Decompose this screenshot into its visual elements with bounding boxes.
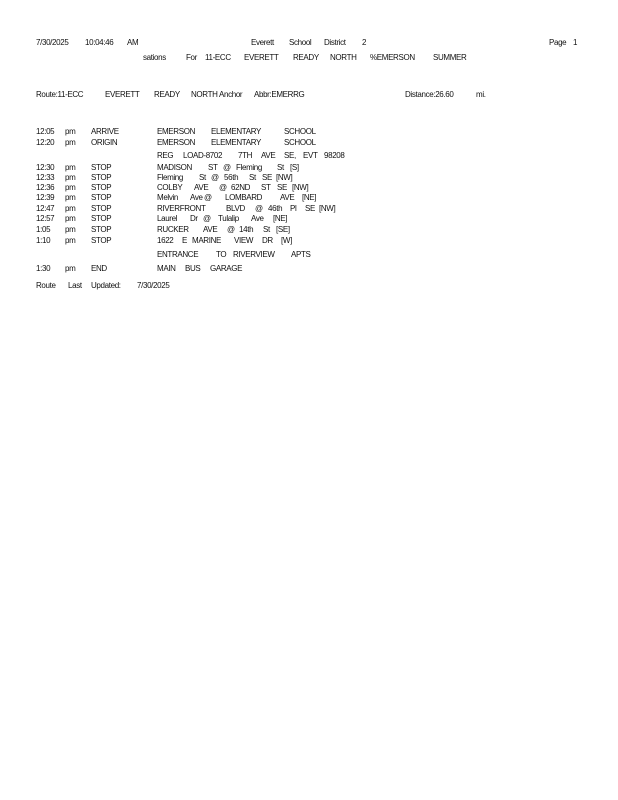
stop-location-word: 1622 bbox=[157, 236, 174, 245]
stop-location-word: Melvin bbox=[157, 193, 179, 202]
stop-location-word: [NE] bbox=[273, 214, 288, 223]
stop-time: 12:36 bbox=[36, 183, 55, 192]
subheader-word: %EMERSON bbox=[370, 53, 415, 62]
stop-location-word: TO bbox=[216, 250, 227, 259]
stop-location-word: LOMBARD bbox=[225, 193, 263, 202]
subheader-word: sations bbox=[143, 53, 166, 62]
page-label: Page bbox=[549, 38, 567, 47]
footer-date: 7/30/2025 bbox=[137, 281, 170, 290]
stop-location-word: @ bbox=[255, 204, 263, 213]
stop-time: 1:05 bbox=[36, 225, 51, 234]
stop-location-word: Pl bbox=[290, 204, 297, 213]
footer-word: Last bbox=[68, 281, 82, 290]
stop-location-word: [W] bbox=[281, 236, 292, 245]
stop-location-word: REG bbox=[157, 151, 174, 160]
stop-location-word: 56th bbox=[224, 173, 239, 182]
stop-time: 12:05 bbox=[36, 127, 55, 136]
stop-location-word: SE bbox=[277, 183, 287, 192]
stop-location-word: Ave bbox=[251, 214, 264, 223]
stop-type: END bbox=[91, 264, 107, 273]
stop-ampm: pm bbox=[65, 214, 76, 223]
stop-location-word: AVE bbox=[280, 193, 295, 202]
stop-type: STOP bbox=[91, 183, 112, 192]
stop-ampm: pm bbox=[65, 173, 76, 182]
page-number: 1 bbox=[573, 38, 578, 47]
stop-time: 12:47 bbox=[36, 204, 55, 213]
stop-location-word: Tulalip bbox=[218, 214, 239, 223]
stop-ampm: pm bbox=[65, 193, 76, 202]
stop-type: STOP bbox=[91, 163, 112, 172]
stop-ampm: pm bbox=[65, 138, 76, 147]
subheader-word: EVERETT bbox=[244, 53, 279, 62]
stop-type: STOP bbox=[91, 236, 112, 245]
stop-time: 12:57 bbox=[36, 214, 55, 223]
report-time: 10:04:46 bbox=[85, 38, 114, 47]
route-word: READY bbox=[154, 90, 180, 99]
stop-location-word: 62ND bbox=[231, 183, 251, 192]
stop-location-word: AVE bbox=[203, 225, 218, 234]
org-word: 2 bbox=[362, 38, 367, 47]
stop-location-word: SE bbox=[305, 204, 315, 213]
stop-type: ORIGIN bbox=[91, 138, 118, 147]
stop-location-word: MADISON bbox=[157, 163, 192, 172]
stop-location-word: 7TH bbox=[238, 151, 253, 160]
stop-location-word: SE bbox=[262, 173, 272, 182]
route-word: EVERETT bbox=[105, 90, 140, 99]
stop-location-word: Fleming bbox=[157, 173, 184, 182]
stop-location-word: EMERSON bbox=[157, 138, 195, 147]
footer-word: Route bbox=[36, 281, 56, 290]
stop-ampm: pm bbox=[65, 264, 76, 273]
stop-location-word: @ bbox=[211, 173, 219, 182]
stop-location-word: E bbox=[182, 236, 187, 245]
stop-location-word: 46th bbox=[268, 204, 283, 213]
stop-location-word: @ bbox=[219, 183, 227, 192]
stop-location-word: Fleming bbox=[236, 163, 263, 172]
stop-location-word: Laurel bbox=[157, 214, 178, 223]
stop-type: ARRIVE bbox=[91, 127, 119, 136]
footer-word: Updated: bbox=[91, 281, 121, 290]
stop-location-word: AVE bbox=[261, 151, 276, 160]
stop-time: 1:10 bbox=[36, 236, 51, 245]
stop-location-word: SCHOOL bbox=[284, 138, 316, 147]
stop-time: 12:20 bbox=[36, 138, 55, 147]
stop-location-word: ELEMENTARY bbox=[211, 127, 261, 136]
stop-location-word: BUS bbox=[185, 264, 201, 273]
org-word: Everett bbox=[251, 38, 274, 47]
stop-ampm: pm bbox=[65, 225, 76, 234]
stop-location-word: EMERSON bbox=[157, 127, 195, 136]
stop-time: 12:30 bbox=[36, 163, 55, 172]
stop-location-word: @ bbox=[227, 225, 235, 234]
stop-location-word: MARINE bbox=[192, 236, 222, 245]
stop-ampm: pm bbox=[65, 163, 76, 172]
stop-location-word: VIEW bbox=[234, 236, 254, 245]
stop-location-word: LOAD-8702 bbox=[183, 151, 223, 160]
stop-type: STOP bbox=[91, 204, 112, 213]
route-word: NORTH bbox=[191, 90, 218, 99]
stop-ampm: pm bbox=[65, 183, 76, 192]
stop-location-word: [S] bbox=[290, 163, 299, 172]
stop-location-word: [NW] bbox=[276, 173, 293, 182]
stop-location-word: AVE bbox=[194, 183, 209, 192]
stop-location-word: DR bbox=[262, 236, 273, 245]
stop-location-word: ST bbox=[208, 163, 218, 172]
report-ampm: AM bbox=[127, 38, 139, 47]
subheader-word: For bbox=[186, 53, 197, 62]
stop-type: STOP bbox=[91, 225, 112, 234]
stop-location-word: RIVERVIEW bbox=[233, 250, 275, 259]
subheader-word: READY bbox=[293, 53, 319, 62]
org-word: District bbox=[324, 38, 346, 47]
stop-location-word: 98208 bbox=[324, 151, 345, 160]
stop-location-word: @ bbox=[203, 214, 211, 223]
stop-location-word: RUCKER bbox=[157, 225, 189, 234]
stop-type: STOP bbox=[91, 214, 112, 223]
stop-ampm: pm bbox=[65, 236, 76, 245]
stop-location-word: [NE] bbox=[302, 193, 317, 202]
stop-location-word: ENTRANCE bbox=[157, 250, 199, 259]
stop-location-word: Dr bbox=[190, 214, 198, 223]
stop-location-word: COLBY bbox=[157, 183, 183, 192]
route-id: Route:11-ECC bbox=[36, 90, 84, 99]
stop-location-word: MAIN bbox=[157, 264, 176, 273]
stop-location-word: [NW] bbox=[292, 183, 309, 192]
stop-location-word: St bbox=[199, 173, 206, 182]
stop-location-word: GARAGE bbox=[210, 264, 243, 273]
stop-location-word: RIVERFRONT bbox=[157, 204, 206, 213]
route-distance: Distance:26.60 bbox=[405, 90, 454, 99]
stop-ampm: pm bbox=[65, 127, 76, 136]
stop-time: 12:39 bbox=[36, 193, 55, 202]
distance-unit: mi. bbox=[476, 90, 486, 99]
stop-location-word: APTS bbox=[291, 250, 311, 259]
route-word: Anchor bbox=[219, 90, 243, 99]
stop-location-word: [NW] bbox=[319, 204, 336, 213]
stop-ampm: pm bbox=[65, 204, 76, 213]
stop-location-word: St bbox=[263, 225, 270, 234]
subheader-word: NORTH bbox=[330, 53, 357, 62]
stop-location-word: 14th bbox=[239, 225, 254, 234]
stop-time: 1:30 bbox=[36, 264, 51, 273]
stop-location-word: SE, bbox=[284, 151, 296, 160]
stop-location-word: [SE] bbox=[276, 225, 290, 234]
stop-type: STOP bbox=[91, 173, 112, 182]
report-date: 7/30/2025 bbox=[36, 38, 69, 47]
stop-location-word: @ bbox=[223, 163, 231, 172]
org-word: School bbox=[289, 38, 312, 47]
stop-location-word: SCHOOL bbox=[284, 127, 316, 136]
stop-location-word: BLVD bbox=[226, 204, 245, 213]
stop-location-word: EVT bbox=[303, 151, 318, 160]
stop-location-word: ELEMENTARY bbox=[211, 138, 261, 147]
stop-location-word: St bbox=[249, 173, 256, 182]
stop-location-word: St bbox=[277, 163, 284, 172]
stop-location-word: Ave bbox=[190, 193, 203, 202]
route-word: Abbr:EMERRG bbox=[254, 90, 305, 99]
stop-location-word: ST bbox=[261, 183, 271, 192]
subheader-word: SUMMER bbox=[433, 53, 467, 62]
stop-time: 12:33 bbox=[36, 173, 55, 182]
stop-type: STOP bbox=[91, 193, 112, 202]
subheader-word: 11-ECC bbox=[205, 53, 231, 62]
stop-location-word: @ bbox=[204, 193, 212, 202]
